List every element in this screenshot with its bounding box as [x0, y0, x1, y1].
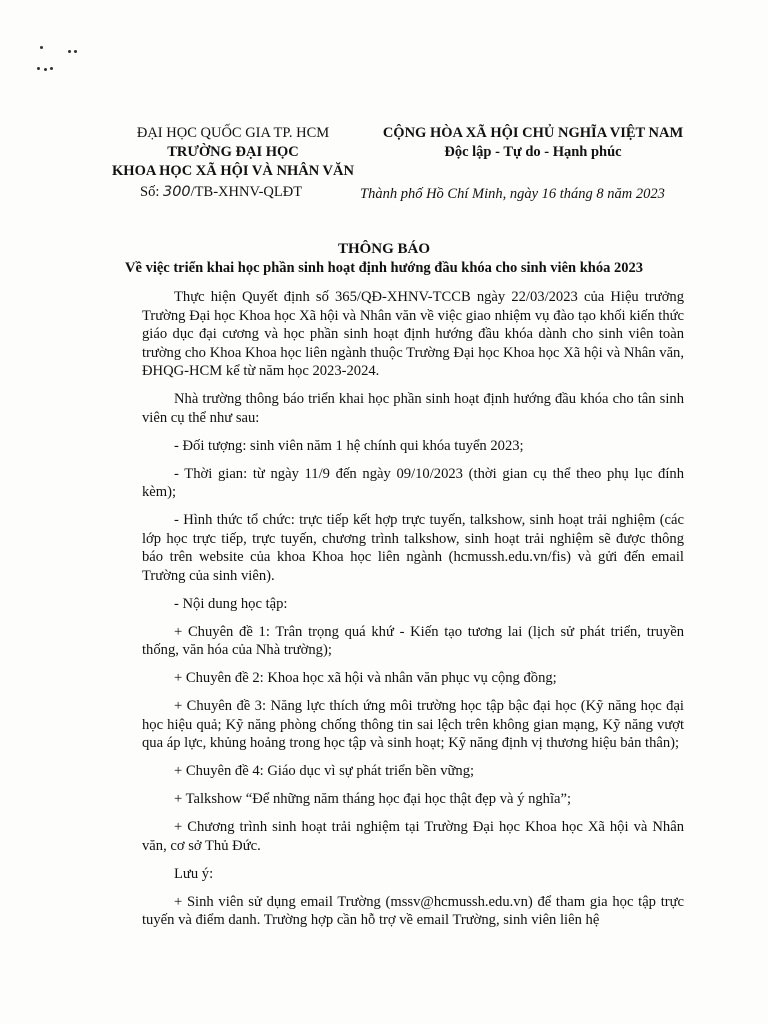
paragraph: - Hình thức tổ chức: trực tiếp kết hợp trực tuyến, talkshow, sinh hoạt trải nghiệm (các lớp học trực tiếp, trực tuyến, chương trình talkshow, sinh hoạt trải nghiệm sẽ được thông báo trên website của khoa Khoa học liên ngành (hcmussh.edu.vn/fis) và gửi đến email Trường của sinh viên). — [142, 512, 684, 584]
document-body — [142, 288, 684, 939]
org-line-2: TRƯỜNG ĐẠI HỌC — [167, 144, 299, 160]
paragraph: + Chuyên đề 4: Giáo dục vì sự phát triển bền vững; — [174, 763, 475, 779]
title-heading: THÔNG BÁO — [337, 241, 431, 257]
paragraph: + Sinh viên sử dụng email Trường (mssv@hcmussh.edu.vn) để tham gia học tập trực tuyến và điểm danh. Trường hợp cần hỗ trợ về email Trường, sinh viên liên hệ — [142, 893, 684, 928]
paragraph: + Chuyên đề 2: Khoa học xã hội và nhân văn phục vụ cộng đồng; — [174, 670, 557, 686]
paragraph: + Chuyên đề 1: Trân trọng quá khứ - Kiến tạo tương lai (lịch sử phát triển, truyền thống, văn hóa của Nhà trường); — [142, 623, 684, 658]
motto-line-1: CỘNG HÒA XÃ HỘI CHỦ NGHĨA VIỆT NAM — [382, 125, 684, 141]
paragraph: Thực hiện Quyết định số 365/QĐ-XHNV-TCCB ngày 22/03/2023 của Hiệu trưởng Trường Đại học Khoa học Xã hội và Nhân văn về việc giao nhiệm vụ đào tạo khối kiến thức giáo dục đại cương và học phần sinh hoạt định hướng đầu khóa dành cho sinh viên toàn trường cho Khoa Khoa học liên ngành thuộc Trường Đại học Khoa học Xã hội và Nhân văn, ĐHQG-HCM kể từ năm học 2023-2024. — [142, 289, 684, 379]
doc-no-prefix: Số: — [140, 184, 160, 200]
paragraph: - Nội dung học tập: — [174, 595, 288, 612]
doc-no-number: 300 — [162, 184, 191, 200]
document-number — [140, 184, 302, 201]
paragraph: + Chương trình sinh hoạt trải nghiệm tại Trường Đại học Khoa học Xã hội và Nhân văn, cơ sở Thủ Đức. — [142, 819, 684, 854]
paragraph: + Talkshow “Để những năm tháng học đại học thật đẹp và ý nghĩa”; — [174, 791, 572, 807]
doc-no-suffix: /TB-XHNV-QLĐT — [190, 184, 303, 200]
place-date: Thành phố Hồ Chí Minh, ngày 16 tháng 8 năm 2023 — [360, 186, 665, 202]
paragraph: + Chuyên đề 3: Năng lực thích ứng môi trường học tập bậc đại học (Kỹ năng học đại học hiệu quả; Kỹ năng phòng chống thông tin sai lệch trên không gian mạng, Kỹ năng vượt qua áp lực, khủng hoảng trong học tập và sinh hoạt; Kỹ năng định vị thương hiệu bản thân); — [142, 698, 684, 751]
org-line-3: KHOA HỌC XÃ HỘI VÀ NHÂN VĂN — [112, 163, 354, 179]
document-title — [0, 240, 768, 278]
org-line-1: ĐẠI HỌC QUỐC GIA TP. HCM — [136, 125, 330, 141]
paragraph: Lưu ý: — [174, 865, 214, 882]
title-subject: Về việc triển khai học phần sinh hoạt định hướng đầu khóa cho sinh viên khóa 2023 — [125, 260, 643, 276]
paragraph: Nhà trường thông báo triển khai học phần sinh hoạt định hướng đầu khóa cho tân sinh viên cụ thể như sau: — [142, 391, 684, 426]
paragraph: - Thời gian: từ ngày 11/9 đến ngày 09/10/2023 (thời gian cụ thể theo phụ lục đính kèm); — [142, 465, 684, 500]
paragraph: - Đối tượng: sinh viên năm 1 hệ chính qui khóa tuyển 2023; — [174, 437, 524, 454]
motto-line-2: Độc lập - Tự do - Hạnh phúc — [444, 144, 622, 160]
